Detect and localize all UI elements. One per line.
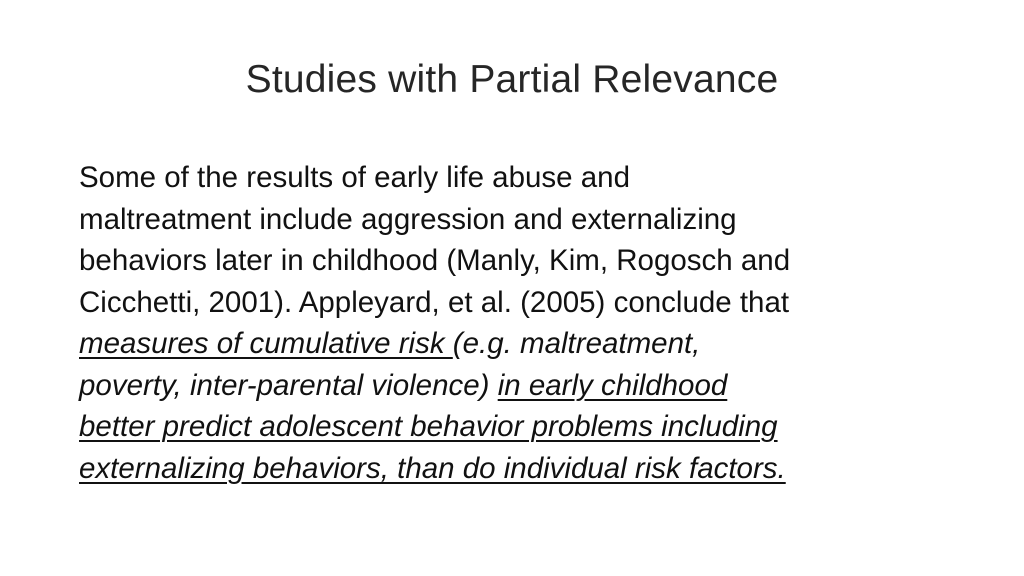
body-line-2: maltreatment include aggression and externalizing xyxy=(79,202,737,236)
slide-body-text xyxy=(79,157,959,489)
examples-text-continued: poverty, inter-parental violence) xyxy=(79,368,498,402)
body-line-6 xyxy=(79,365,959,407)
emphasis-cumulative-risk: measures of cumulative risk xyxy=(79,327,453,360)
body-line-5 xyxy=(79,323,959,365)
slide-title: Studies with Partial Relevance xyxy=(245,58,779,101)
examples-text: (e.g. maltreatment, xyxy=(452,327,701,360)
body-line-3: behaviors later in childhood (Manly, Kim, Rogosch and xyxy=(79,244,791,277)
body-line-4: Cicchetti, 2001). Appleyard, et al. (2005) conclude that xyxy=(79,285,790,319)
body-line-1: Some of the results of early life abuse and xyxy=(79,161,630,194)
body-line-7: better predict adolescent behavior problems including xyxy=(79,410,778,443)
body-line-8: externalizing behaviors, than do individual risk factors. xyxy=(79,451,786,485)
emphasis-early-childhood: in early childhood xyxy=(497,368,728,402)
